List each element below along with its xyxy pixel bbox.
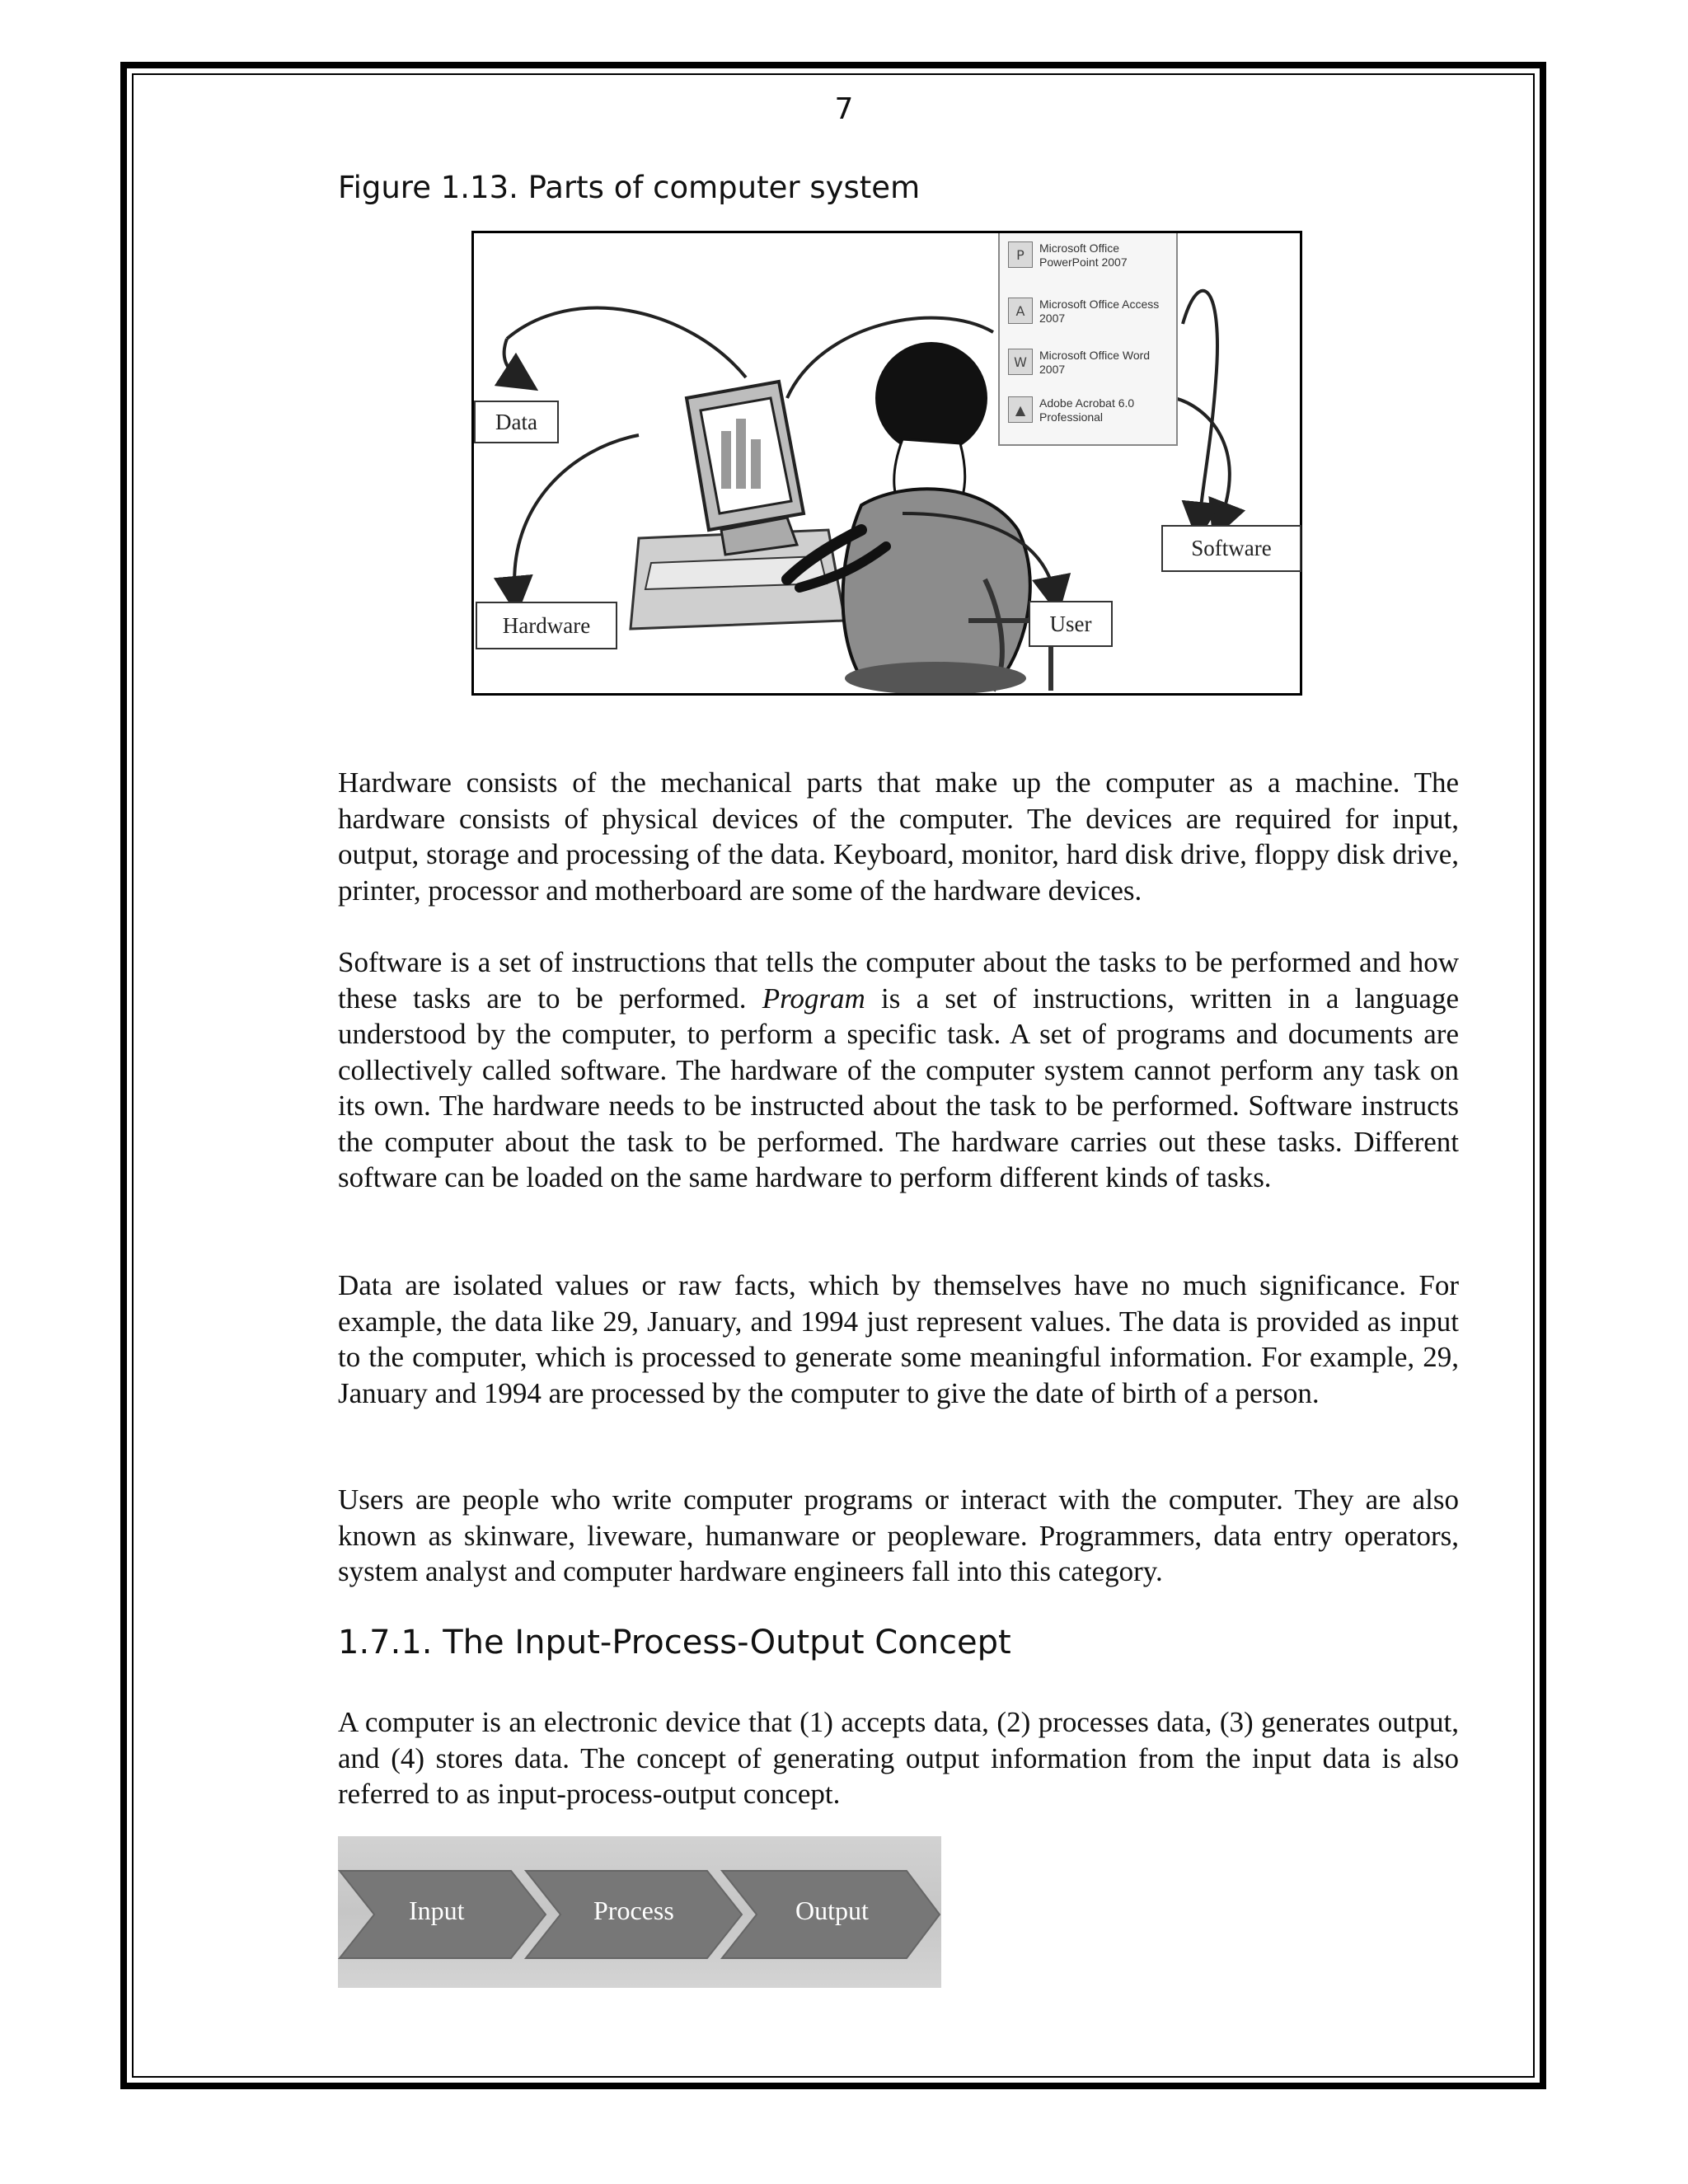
software-list-item-label: Microsoft Office Access 2007 bbox=[1039, 298, 1160, 325]
section-heading: 1.7.1. The Input-Process-Output Concept bbox=[338, 1624, 1011, 1661]
software-list-panel bbox=[998, 233, 1178, 446]
label-hardware: Hardware bbox=[476, 602, 617, 649]
ipo-output-label: Output bbox=[795, 1896, 869, 1925]
figure-caption: Figure 1.13. Parts of computer system bbox=[338, 170, 921, 205]
software-list-item bbox=[1008, 349, 1171, 377]
paragraph-software bbox=[338, 944, 1459, 1196]
ipo-diagram bbox=[338, 1836, 941, 1988]
label-user: User bbox=[1029, 601, 1113, 647]
software-list-item bbox=[1008, 298, 1171, 326]
label-data: Data bbox=[474, 401, 559, 443]
word-icon: W bbox=[1008, 349, 1033, 375]
label-software: Software bbox=[1161, 525, 1301, 572]
software-list-item-label: Microsoft Office Word 2007 bbox=[1039, 349, 1151, 376]
program-term: Program bbox=[762, 982, 865, 1015]
powerpoint-icon: P bbox=[1008, 241, 1033, 268]
ipo-process-label: Process bbox=[593, 1896, 674, 1925]
page-number: 7 bbox=[834, 92, 854, 126]
software-list-item-label: Adobe Acrobat 6.0 Professional bbox=[1039, 396, 1135, 424]
ipo-input-label: Input bbox=[409, 1896, 465, 1925]
paragraph-hardware: Hardware consists of the mechanical parts that make up the computer as a machine. The hardware consists of physical devices of the computer. The devices are required for input, output, storage and processing of the data. Keyboard, monitor, hard disk drive, floppy disk drive, printer, processor and motherboard are some of the hardware devices. bbox=[338, 766, 1459, 907]
software-list-item bbox=[1008, 396, 1171, 424]
software-list-item bbox=[1008, 241, 1171, 269]
acrobat-icon: ▲ bbox=[1008, 396, 1033, 423]
paragraph-users: Users are people who write computer programs or interact with the computer. They are also known as skinware, liveware, humanware or peopleware. Programmers, data entry operators, system analyst and computer hardware engineers fall into this category. bbox=[338, 1483, 1459, 1587]
paragraph-software-part1: Software is a set of instructions that tells the computer about the tasks to be performed and how these tasks are to be performed. bbox=[338, 946, 1459, 1015]
paragraph-data: Data are isolated values or raw facts, which by themselves have no much significance. For example, the data like 29, January, and 1994 just represent values. The data is provided as input to the computer, which is processed to generate some meaningful information. For example, 29, January and 1994 are processed by the computer to give the date of birth of a person. bbox=[338, 1269, 1459, 1409]
computer-system-figure bbox=[471, 231, 1302, 696]
paragraph-software-part2: is a set of instructions, written in a language understood by the computer, to perform a specific task. A set of programs and documents are collectively called software. The hardware of the computer system cannot perform any task on its own. The hardware needs to be instructed about the task to be performed. Software instructs the computer about the task to be performed. The hardware carries out these tasks. Different software can be loaded on the same hardware to perform different kinds of tasks. bbox=[338, 982, 1459, 1193]
access-icon: A bbox=[1008, 298, 1033, 324]
paragraph-ipo: A computer is an electronic device that (1) accepts data, (2) processes data, (3) generates output, and (4) stores data. The concept of generating output information from the input data is also referred to as input-process-output concept. bbox=[338, 1706, 1459, 1810]
software-list-item-label: Microsoft Office PowerPoint 2007 bbox=[1039, 241, 1128, 269]
